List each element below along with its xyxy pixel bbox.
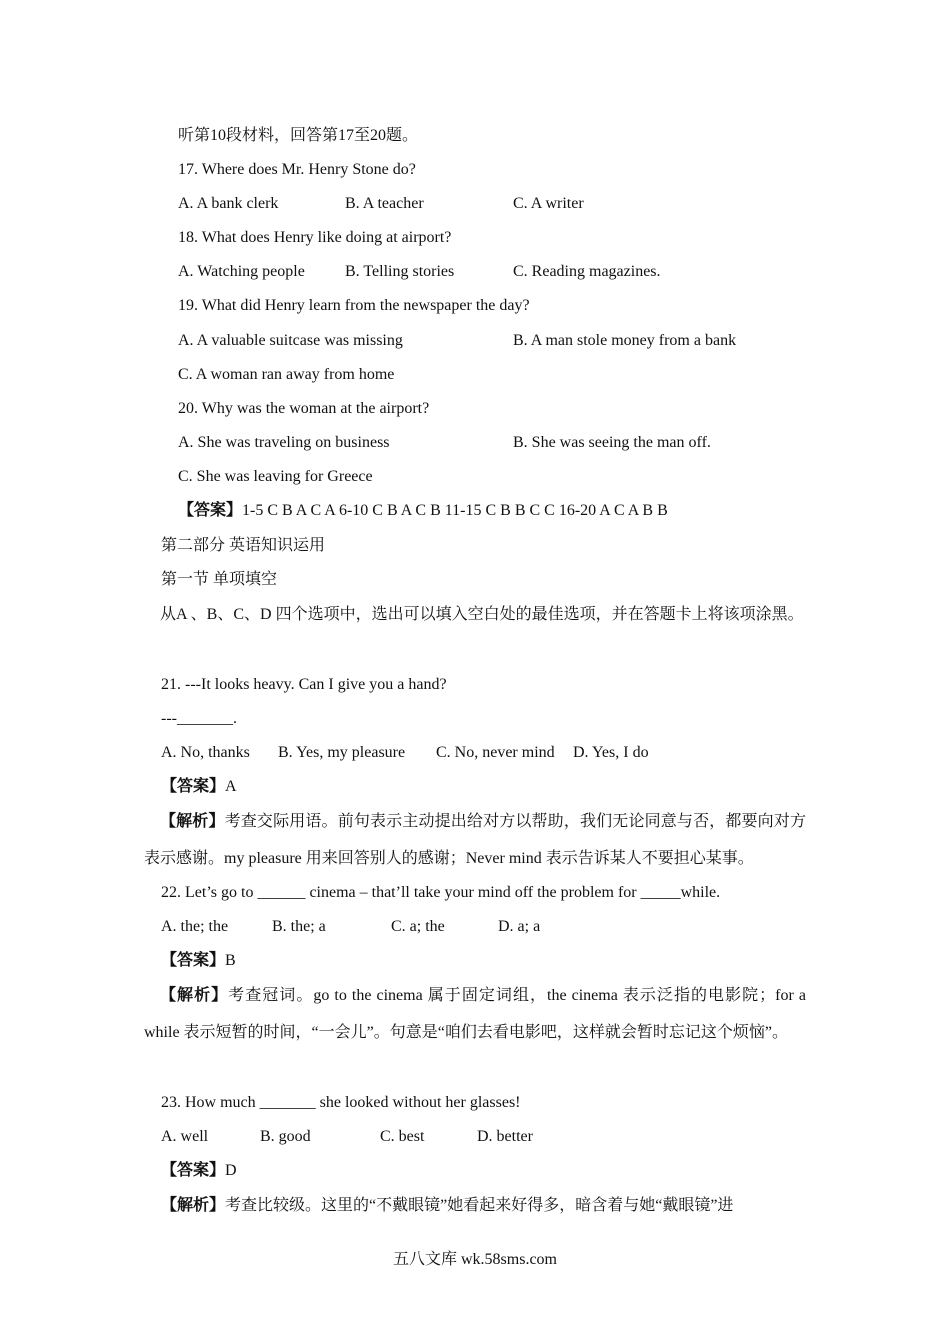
analysis-label: 【解析】 [160,987,229,1004]
q23-answer [161,1161,237,1181]
q22-option-d: D. a; a [498,918,541,935]
answer-label: 【答案】 [161,778,226,795]
q21-answer [161,777,237,797]
answer-label: 【答案】 [161,1162,226,1179]
q23-stem: 23. How much _______ she looked without her glasses! [161,1094,521,1111]
q23-option-c: C. best [380,1128,425,1145]
q18-option-b: B. Telling stories [345,263,455,280]
analysis-text: 考查交际用语。前句表示主动提出给对方以帮助，我们无论同意与否，都要向对方表示感谢。my pleasure 用来回答别人的感谢；Never mind 表示告诉某人不要担心某事。 [144,813,806,867]
analysis-text: 考查比较级。这里的“不戴眼镜”她看起来好得多，暗含着与她“戴眼镜”进 [225,1197,734,1214]
answer-text: 1-5 C B A C A 6-10 C B A C B 11-15 C B B C C 16-20 A C A B B [242,502,668,519]
q19-option-a: A. A valuable suitcase was missing [178,332,403,349]
q19-option-b: B. A man stole money from a bank [513,332,737,349]
q23-option-b: B. good [260,1128,311,1145]
q18-stem: 18. What does Henry like doing at airport? [178,229,452,246]
section-instruction: 从A 、B、C、D 四个选项中，选出可以填入空白处的最佳选项，并在答题卡上将该项涂黑。 [160,606,804,623]
analysis-label: 【解析】 [161,1197,226,1214]
q21-reply: ---_______. [161,710,237,727]
q21-option-b: B. Yes, my pleasure [278,744,406,761]
q20-stem: 20. Why was the woman at the airport? [178,400,430,417]
q17-option-b: B. A teacher [345,195,424,212]
answer-label: 【答案】 [178,502,243,519]
listening-intro: 听第10段材料，回答第17至20题。 [178,127,419,144]
section-subtitle: 第一节 单项填空 [161,571,278,588]
q22-analysis [144,977,806,1051]
answer-value: A [225,778,237,795]
q21-analysis [144,803,806,877]
q20-option-b: B. She was seeing the man off. [513,434,711,451]
q20-option-c: C. She was leaving for Greece [178,468,373,485]
q17-stem: 17. Where does Mr. Henry Stone do? [178,161,416,178]
q22-option-c: C. a; the [391,918,445,935]
q20-option-a: A. She was traveling on business [178,434,390,451]
q21-stem: 21. ---It looks heavy. Can I give you a hand? [161,676,447,693]
q21-option-c: C. No, never mind [436,744,555,761]
q23-option-a: A. well [161,1128,209,1145]
answer-value: D [225,1162,237,1179]
part-title: 第二部分 英语知识运用 [161,537,326,554]
q18-option-c: C. Reading magazines. [513,263,661,280]
answer-label: 【答案】 [161,952,226,969]
q21-option-a: A. No, thanks [161,744,250,761]
analysis-text: 考查冠词。go to the cinema 属于固定词组，the cinema 表示泛指的电影院；for a while 表示短暂的时间，“一会儿”。句意是“咱们去看电影吧，这样就会暂时忘记这个烦恼”。 [144,987,806,1041]
q19-option-c: C. A woman ran away from home [178,366,395,383]
analysis-label: 【解析】 [160,813,225,830]
q21-option-d: D. Yes, I do [573,744,649,761]
q18-option-a: A. Watching people [178,263,305,280]
q22-stem: 22. Let’s go to ______ cinema – that’ll take your mind off the problem for _____while. [161,884,721,901]
q23-option-d: D. better [477,1128,533,1145]
q17-option-c: C. A writer [513,195,584,212]
page-footer: 五八文库 wk.58sms.com [392,1251,557,1268]
q22-answer [161,951,236,971]
q19-stem: 19. What did Henry learn from the newspaper the day? [178,297,530,314]
listening-answer [178,501,668,521]
q22-option-a: A. the; the [161,918,229,935]
q22-option-b: B. the; a [272,918,326,935]
answer-value: B [225,952,236,969]
q17-option-a: A. A bank clerk [178,195,279,212]
q23-analysis [161,1196,733,1216]
